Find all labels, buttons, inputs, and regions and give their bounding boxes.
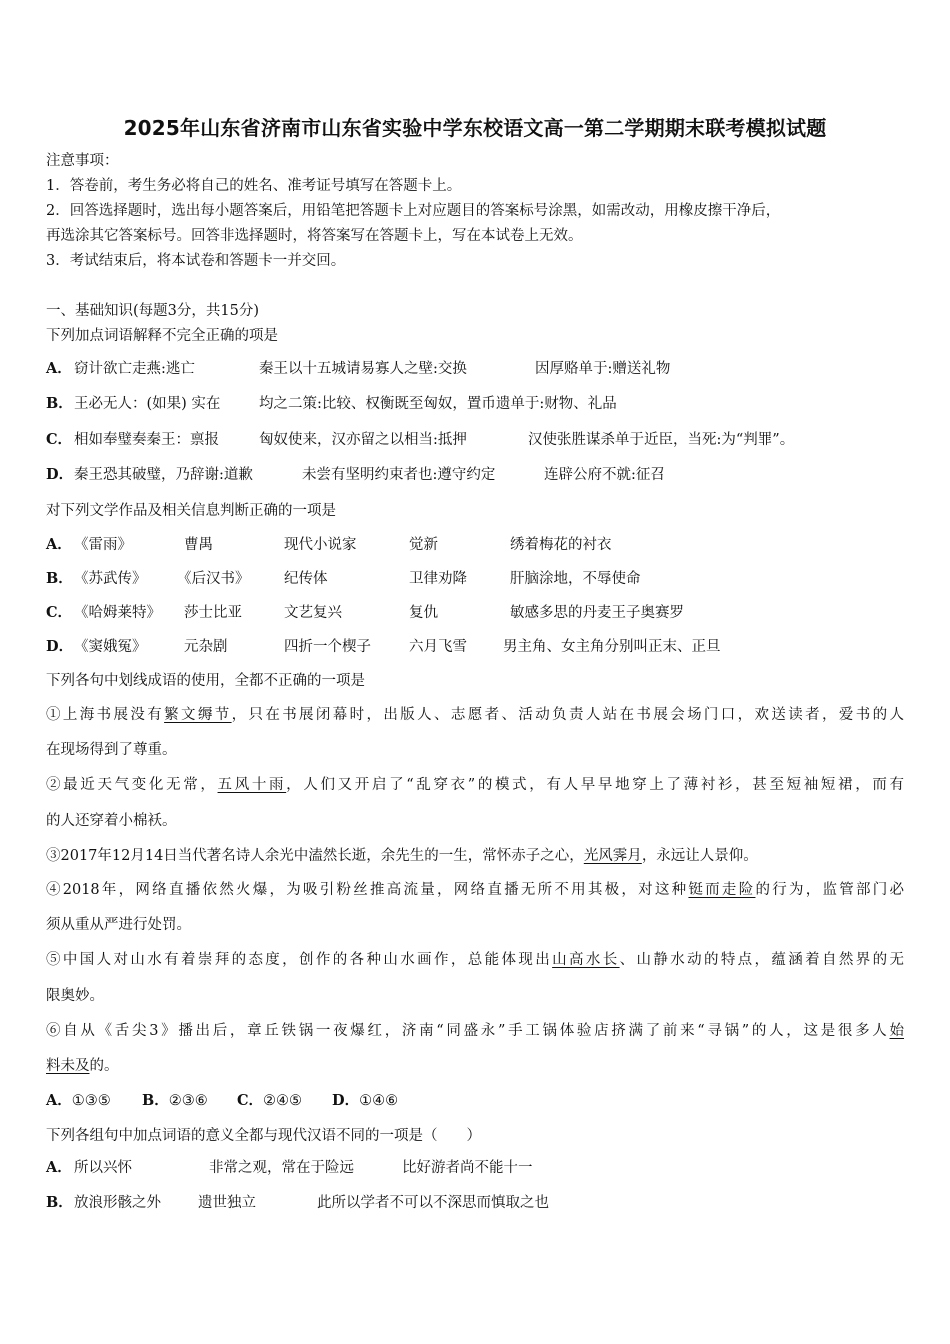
q2-col: 曹禺: [184, 537, 213, 553]
q3-answer-b: [142, 1091, 208, 1111]
q1-stem: 下列加点词语解释不完全正确的项是: [46, 328, 278, 344]
q1-option-part: 均之二策:比较、权衡既至匈奴，置币遗单于:财物、礼品: [259, 396, 617, 412]
q2-col: 《窦娥冤》: [74, 639, 147, 655]
q2-col: 卫律劝降: [409, 571, 467, 587]
q2-col: 敏感多思的丹麦王子奥赛罗: [510, 605, 684, 621]
answer-label: C．: [237, 1092, 264, 1109]
q1-option-part: 未尝有坚明约束者也:遵守约定: [302, 467, 496, 483]
section-heading: 一、基础知识(每题3分，共15分): [46, 303, 259, 319]
q3-sentence-1-cont: 在现场得到了尊重。: [46, 742, 177, 758]
q3-sentence-3: [46, 846, 758, 866]
q1-option-label: B．: [46, 395, 73, 412]
q1-option-label: D．: [46, 466, 74, 483]
q3-stem: 下列各句中划线成语的使用，全都不正确的一项是: [46, 673, 365, 689]
q2-stem: 对下列文学作品及相关信息判断正确的一项是: [46, 503, 336, 519]
q2-col: 现代小说家: [284, 537, 357, 553]
q2-col: 绣着梅花的衬衣: [510, 537, 612, 553]
q3-sentence-4: [46, 880, 904, 900]
q2-col: 《哈姆莱特》: [74, 605, 161, 621]
q2-col: 觉新: [409, 537, 438, 553]
q2-col: 复仇: [409, 605, 438, 621]
underlined-idiom: 山高水长: [552, 952, 620, 968]
q3-sentence-5-cont: 限奥妙。: [46, 988, 104, 1004]
q2-option-label: D．: [46, 638, 74, 655]
q4-option-part: 比好游者尚不能十一: [402, 1160, 533, 1176]
q3-text: ⑤中国人对山水有着崇拜的态度，创作的各种山水画作，总能体现出: [46, 952, 553, 968]
q2-option-label: B．: [46, 570, 73, 587]
q4-option-label: A．: [46, 1159, 72, 1176]
underlined-idiom: 繁文缛节: [164, 707, 232, 723]
underlined-idiom: 料未及: [46, 1058, 90, 1074]
q3-text: ④2018年，网络直播依然火爆，为吸引粉丝推高流量，网络直播无所不用其极，对这种: [46, 882, 689, 898]
q1-option-label: A．: [46, 360, 72, 377]
q1-option-part: 匈奴使来，汉亦留之以相当:抵押: [259, 432, 467, 448]
q1-option-part: 秦王恐其破璧，乃辞谢:道歉: [74, 467, 253, 483]
notice-item: 2．回答选择题时，选出每小题答案后，用铅笔把答题卡上对应题目的答案标号涂黑，如需改动，用橡皮擦干净后，: [46, 203, 781, 219]
q3-sentence-2-cont: 的人还穿着小棉袄。: [46, 813, 177, 829]
q4-option-part: 此所以学者不可以不深思而慎取之也: [317, 1195, 549, 1211]
q3-text: ②最近天气变化无常，: [46, 777, 218, 793]
underlined-idiom: 五风十雨: [217, 777, 287, 793]
notice-item: 再选涂其它答案标号。回答非选择题时，将答案写在答题卡上，写在本试卷上无效。: [46, 228, 583, 244]
q4-option-part: 所以兴怀: [74, 1160, 132, 1176]
q3-text: ，人们又开启了“乱穿衣”的模式，有人早早地穿上了薄衬衫，甚至短袖短裙，而有: [286, 777, 905, 793]
q3-text: ，永远让人景仰。: [641, 848, 758, 864]
q2-col: 《苏武传》: [74, 571, 147, 587]
q3-sentence-2: [46, 775, 904, 795]
q3-text: 的。: [89, 1058, 119, 1074]
q3-sentence-6: [46, 1021, 904, 1041]
q1-option-part: 相如奉璧奏秦王：禀报: [74, 432, 219, 448]
q2-col: 文艺复兴: [284, 605, 342, 621]
q3-answer-d: [332, 1091, 398, 1111]
q3-text: ⑥自从《舌尖3》播出后，章丘铁锅一夜爆红，济南“同盛永”手工锅体验店挤满了前来“寻锅”的人，这是很多人: [46, 1023, 890, 1039]
q1-option-label: C．: [46, 431, 73, 448]
q1-option-part: 因厚赂单于:赠送礼物: [535, 361, 671, 377]
q2-col: 男主角、女主角分别叫正末、正旦: [503, 639, 721, 655]
q3-text: ①上海书展没有: [46, 707, 165, 723]
q2-col: 《后汉书》: [177, 571, 250, 587]
q2-option-label: A．: [46, 536, 72, 553]
answer-label: A．: [46, 1092, 72, 1109]
q2-col: 《雷雨》: [74, 537, 132, 553]
q1-option-part: 王必无人：(如果) 实在: [74, 396, 221, 412]
q3-text: ，只在书展闭幕时，出版人、志愿者、活动负责人站在书展会场门口，欢送读者，爱书的人: [231, 707, 905, 723]
q4-option-part: 非常之观，常在于险远: [209, 1160, 354, 1176]
q3-sentence-5: [46, 950, 904, 970]
q3-answer-c: [237, 1091, 302, 1111]
underlined-idiom: 铤而走险: [688, 882, 756, 898]
answer-text: ②③⑥: [168, 1093, 208, 1109]
underlined-idiom: 始: [889, 1023, 904, 1039]
q3-sentence-4-cont: 须从重从严进行处罚。: [46, 917, 191, 933]
q1-option-part: 连辟公府不就:征召: [544, 467, 665, 483]
q2-col: 四折一个楔子: [284, 639, 371, 655]
answer-label: D．: [332, 1092, 360, 1109]
q3-text: 的行为，监管部门必: [755, 882, 905, 898]
q3-sentence-1: [46, 705, 904, 725]
q2-col: 肝脑涂地，不辱使命: [510, 571, 641, 587]
page-title: 2025年山东省济南市山东省实验中学东校语文高一第二学期期末联考模拟试题: [123, 116, 827, 140]
notice-item: 1．答卷前，考生务必将自己的姓名、准考证号填写在答题卡上。: [46, 178, 462, 194]
q3-text: 、山静水动的特点，蕴涵着自然界的无: [619, 952, 905, 968]
notice-item: 3．考试结束后，将本试卷和答题卡一并交回。: [46, 253, 346, 269]
q2-col: 莎士比亚: [184, 605, 242, 621]
q2-col: 元杂剧: [184, 639, 228, 655]
q4-stem: 下列各组句中加点词语的意义全都与现代汉语不同的一项是（ ）: [46, 1128, 481, 1144]
q1-option-part: 窃计欲亡走燕:逃亡: [74, 361, 195, 377]
q2-option-label: C．: [46, 604, 73, 621]
q1-option-part: 汉使张胜谋杀单于近臣，当死:为“判罪”。: [528, 432, 795, 448]
q2-col: 纪传体: [284, 571, 328, 587]
q3-text: ③2017年12月14日当代著名诗人余光中溘然长逝，余先生的一生，常怀赤子之心，: [46, 848, 584, 864]
answer-label: B．: [142, 1092, 169, 1109]
q2-col: 六月飞雪: [409, 639, 467, 655]
underlined-idiom: 光风霁月: [583, 848, 642, 864]
q1-option-part: 秦王以十五城请易寡人之壁:交换: [259, 361, 467, 377]
q3-answer-a: [46, 1091, 111, 1111]
answer-text: ②④⑤: [263, 1093, 303, 1109]
answer-text: ①③⑤: [71, 1093, 111, 1109]
q4-option-part: 遗世独立: [198, 1195, 256, 1211]
q4-option-part: 放浪形骸之外: [74, 1195, 161, 1211]
answer-text: ①④⑥: [359, 1093, 399, 1109]
notice-heading: 注意事项：: [46, 153, 119, 169]
q3-sentence-6-cont: [46, 1056, 119, 1076]
q4-option-label: B．: [46, 1194, 73, 1211]
